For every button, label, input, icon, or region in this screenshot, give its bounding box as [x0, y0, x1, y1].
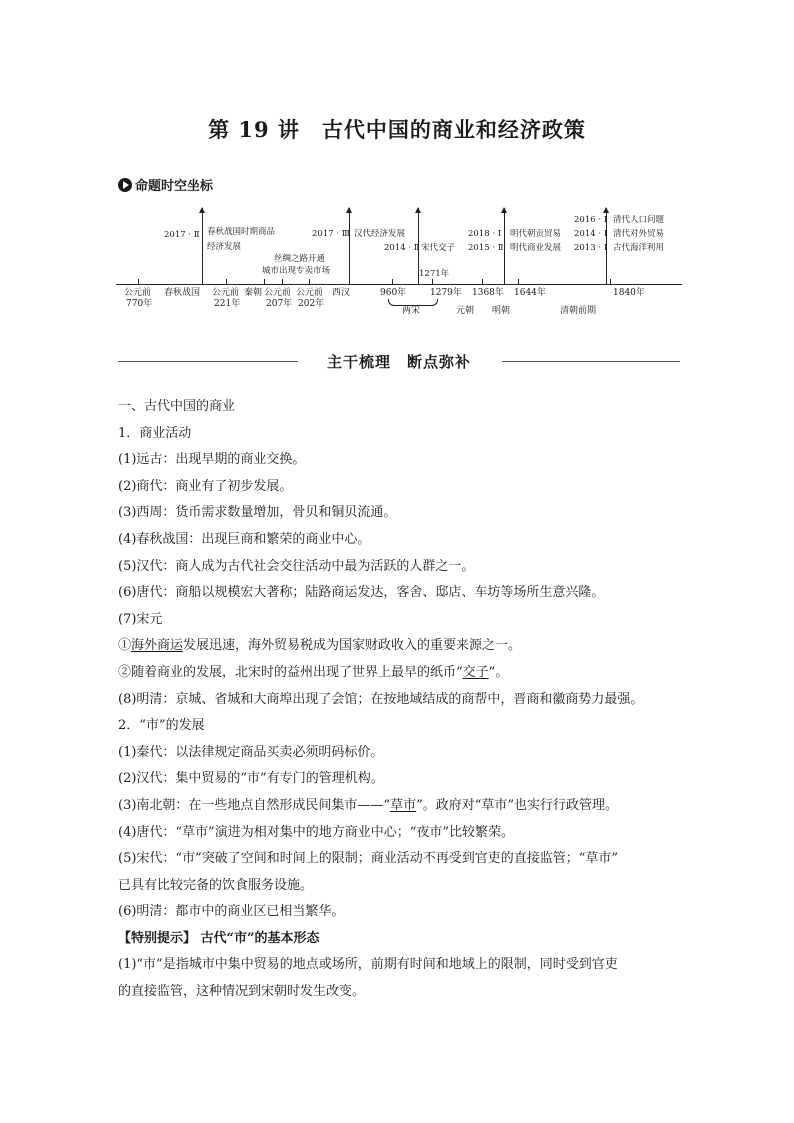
text-line — [118, 660, 678, 687]
timeline-period: 清朝前期 — [560, 306, 597, 316]
timeline-date: 202年 — [298, 299, 325, 309]
special-tip-heading: 【特别提示】 古代“市”的基本形态 — [118, 930, 320, 946]
text-line: (2)商代：商业有了初步发展。 — [118, 478, 293, 494]
section-header — [118, 351, 680, 371]
timeline-date: 公元前 — [124, 288, 152, 298]
timeline-period: 两宋 — [402, 306, 421, 316]
text-line: (1)“市”是指城市中集中贸易的地点或场所，前期有时间和地域上的限制，同时受到官吏 — [118, 957, 618, 973]
text-line: (6)明清：都市中的商业区已相当繁华。 — [118, 904, 345, 920]
timeline-date: 207年 — [266, 299, 293, 309]
timeline-tick — [138, 279, 139, 284]
timeline-marker-line — [349, 208, 350, 284]
underlined-term: 海外商运 — [131, 638, 184, 654]
timeline-date: 公元前 — [212, 288, 240, 298]
timeline-event: 城市出现专卖市场 — [262, 266, 331, 276]
heading-1: 一、古代中国的商业 — [118, 399, 236, 414]
timeline-event: 古代海洋利用 — [613, 243, 665, 253]
timeline-event: 明代朝贡贸易 — [510, 229, 562, 239]
timeline-axis — [116, 284, 682, 285]
timeline-tick — [482, 279, 483, 284]
exam-tag: 2014 · Ⅰ — [574, 229, 608, 239]
text-line: (7)宋元 — [118, 611, 163, 627]
section-badge — [118, 175, 213, 194]
text-line: (8)明清：京城、省城和大商埠出现了会馆；在按地域结成的商帮中，晋商和徽商势力最强。 — [118, 691, 644, 707]
text-fragment: ① — [118, 638, 132, 654]
exam-tag: 2016 · Ⅰ — [574, 215, 608, 225]
section-title: 主干梳理 断点弥补 — [326, 353, 471, 371]
underlined-term: 草市 — [390, 797, 417, 813]
timeline-tick — [226, 279, 227, 284]
timeline-event: 清代人口问题 — [613, 215, 665, 225]
timeline-tick — [309, 279, 310, 284]
timeline-marker-line — [504, 208, 505, 284]
timeline-date: 770年 — [126, 299, 153, 309]
timeline-period: 春秋战国 — [164, 288, 201, 298]
timeline-tick — [610, 279, 611, 284]
exam-tag: 2017 · Ⅱ — [164, 230, 200, 240]
text-line: (4)唐代：“草市”演进为相对集中的地方商业中心；“夜市”比较繁荣。 — [118, 824, 514, 840]
timeline-date: 1644年 — [514, 288, 546, 298]
timeline-marker-line — [202, 208, 203, 284]
text-fragment: 发展迅速，海外贸易税成为国家财政收入的重要来源之一。 — [183, 638, 522, 654]
timeline-tick — [264, 279, 265, 284]
timeline-date: 1279年 — [430, 288, 462, 298]
timeline-date: 1271年 — [419, 269, 450, 279]
badge-label: 命题时空坐标 — [135, 179, 214, 194]
text-line: (1)远古：出现早期的商业交换。 — [118, 452, 306, 468]
timeline-date: 公元前 — [296, 288, 324, 298]
timeline-date: 1368年 — [472, 288, 504, 298]
timeline-date: 公元前 — [264, 288, 292, 298]
timeline-date: 960年 — [380, 288, 407, 298]
text-fragment: (3)南北朝：在一些地点自然形成民间集市——“ — [118, 797, 391, 813]
timeline-event: 明代商业发展 — [510, 243, 562, 253]
timeline-date: 1840年 — [613, 288, 645, 298]
period-brace — [388, 299, 438, 306]
timeline-date: 221年 — [214, 299, 241, 309]
text-line — [118, 633, 678, 660]
text-line: 已具有比较完备的饮食服务设施。 — [118, 877, 314, 893]
text-line: 的直接监管，这种情况到宋朝时发生改变。 — [118, 984, 366, 1000]
timeline-period: 明朝 — [492, 306, 511, 316]
text-fragment: ②随着商业的发展，北宋时的益州出现了世界上最早的纸币“ — [118, 664, 463, 680]
timeline-period: 秦朝 — [244, 288, 263, 298]
timeline-event: 春秋战国时期商品 — [207, 227, 276, 237]
timeline-period: 元朝 — [456, 306, 475, 316]
underlined-term: 交子 — [462, 664, 489, 680]
text-line: (5)宋代：“市”突破了空间和时间上的限制；商业活动不再受到官吏的直接监管；“草市” — [118, 851, 618, 867]
text-fragment: ”。政府对“草市”也实行行政管理。 — [416, 797, 619, 813]
timeline-tick — [392, 279, 393, 284]
lesson-title: 第 19 讲 古代中国的商业和经济政策 — [208, 117, 586, 142]
timeline-tick — [518, 279, 519, 284]
text-line: (3)西周：货币需求数量增加，骨贝和铜贝流通。 — [118, 505, 397, 521]
exam-tag: 2017 · Ⅲ — [312, 229, 350, 239]
exam-tag: 2018 · Ⅰ — [468, 229, 502, 239]
timeline-event: 汉代经济发展 — [354, 229, 406, 239]
exam-tag: 2014 · Ⅱ — [384, 243, 420, 253]
timeline-chart — [116, 200, 682, 322]
timeline-event: 清代对外贸易 — [613, 229, 665, 239]
timeline-event: 丝绸之路开通 — [274, 254, 326, 264]
text-line: (1)秦代：以法律规定商品买卖必须明码标价。 — [118, 744, 384, 760]
text-line: (4)春秋战国：出现巨商和繁荣的商业中心。 — [118, 531, 371, 547]
timeline-tick — [282, 279, 283, 284]
text-fragment: ”。 — [488, 664, 509, 680]
timeline-period: 西汉 — [332, 288, 351, 298]
exam-tag: 2013 · Ⅰ — [574, 243, 608, 253]
exam-tag: 2015 · Ⅱ — [468, 243, 504, 253]
text-line: (2)汉代：集中贸易的“市”有专门的管理机构。 — [118, 771, 384, 787]
heading-2: 2．“市”的发展 — [118, 718, 205, 734]
text-line: (5)汉代：商人成为古代社会交往活动中最为活跃的人群之一。 — [118, 558, 475, 574]
main-content — [118, 394, 678, 1006]
play-circle-icon — [118, 178, 132, 192]
timeline-event: 宋代交子 — [421, 243, 456, 253]
timeline-event: 经济发展 — [207, 242, 242, 252]
text-line: (6)唐代：商船以规模宏大著称；陆路商运发达，客舍、邸店、车坊等场所生意兴隆。 — [118, 585, 605, 601]
text-line — [118, 793, 678, 820]
heading-2: 1．商业活动 — [118, 425, 192, 441]
